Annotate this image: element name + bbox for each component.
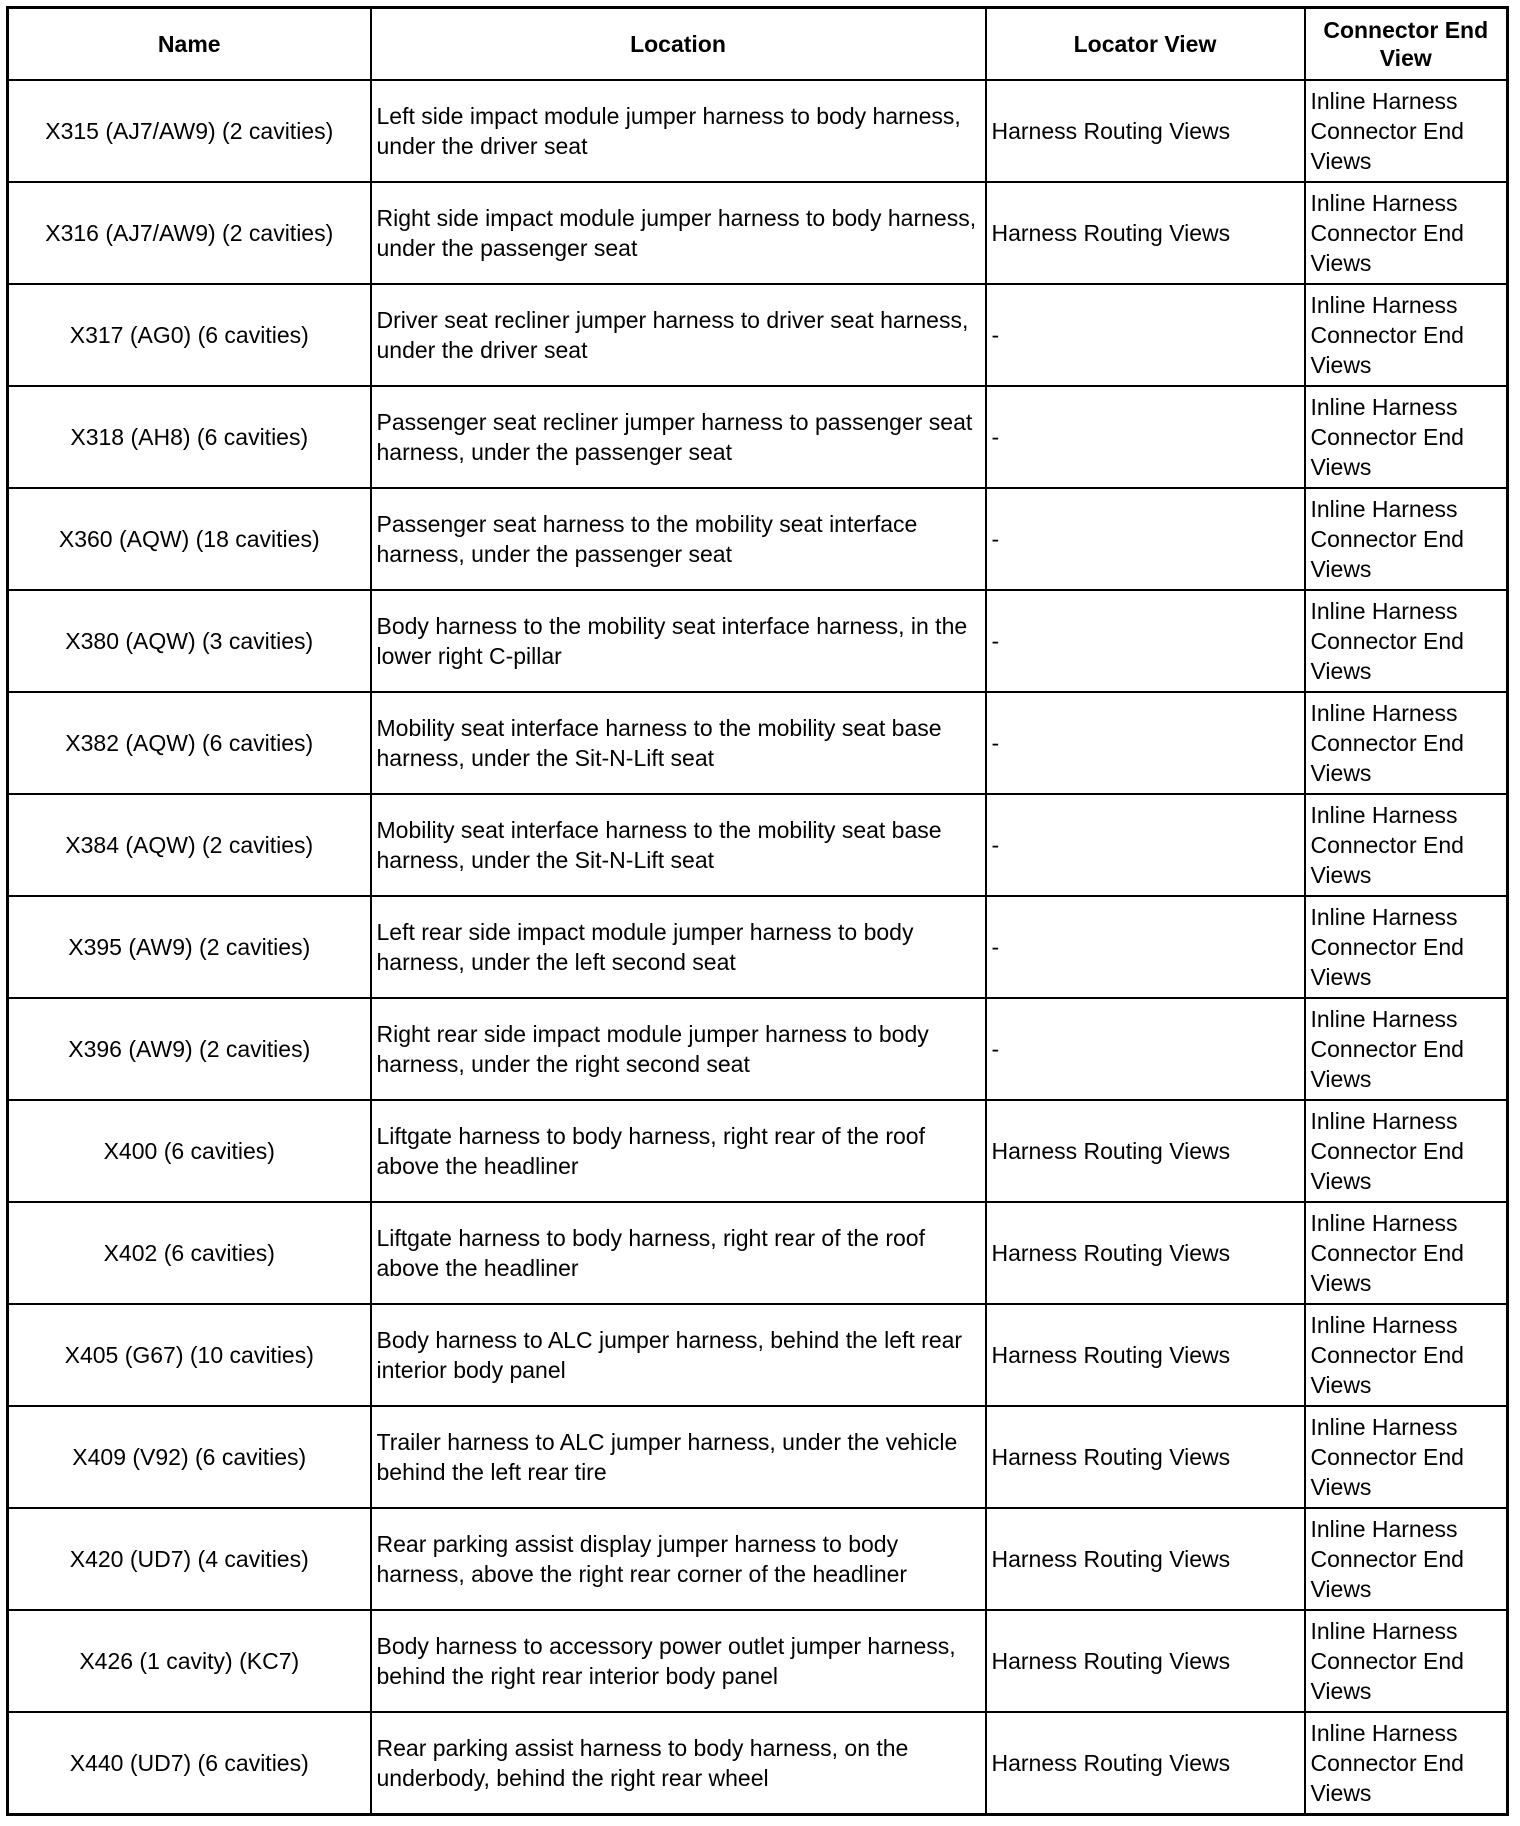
name-cell: X318 (AH8) (6 cavities) (8, 386, 371, 488)
table-row (8, 1406, 1508, 1508)
table-row (8, 386, 1508, 488)
connector-end-view-cell: Inline Harness Connector End Views (1305, 1712, 1508, 1815)
table-row (8, 182, 1508, 284)
name-cell: X384 (AQW) (2 cavities) (8, 794, 371, 896)
connector-end-view-cell: Inline Harness Connector End Views (1305, 896, 1508, 998)
location-cell: Mobility seat interface harness to the mobility seat base harness, under the Sit-N-Lift seat (371, 794, 986, 896)
locator-view-cell: Harness Routing Views (986, 1100, 1305, 1202)
table-row (8, 1508, 1508, 1610)
locator-view-cell: Harness Routing Views (986, 1406, 1305, 1508)
connector-end-view-cell: Inline Harness Connector End Views (1305, 794, 1508, 896)
location-cell: Liftgate harness to body harness, right rear of the roof above the headliner (371, 1100, 986, 1202)
table-row (8, 284, 1508, 386)
connector-end-view-cell: Inline Harness Connector End Views (1305, 386, 1508, 488)
locator-view-cell: Harness Routing Views (986, 80, 1305, 182)
name-cell: X395 (AW9) (2 cavities) (8, 896, 371, 998)
connector-end-view-cell: Inline Harness Connector End Views (1305, 488, 1508, 590)
location-cell: Rear parking assist display jumper harness to body harness, above the right rear corner of the headliner (371, 1508, 986, 1610)
table-row (8, 1304, 1508, 1406)
name-cell: X402 (6 cavities) (8, 1202, 371, 1304)
name-cell: X420 (UD7) (4 cavities) (8, 1508, 371, 1610)
location-cell: Body harness to the mobility seat interface harness, in the lower right C-pillar (371, 590, 986, 692)
table-row (8, 1100, 1508, 1202)
header-locator-view: Locator View (986, 8, 1305, 81)
table-row (8, 590, 1508, 692)
locator-view-cell: Harness Routing Views (986, 182, 1305, 284)
locator-view-cell: - (986, 386, 1305, 488)
name-cell: X396 (AW9) (2 cavities) (8, 998, 371, 1100)
table-row (8, 998, 1508, 1100)
location-cell: Right side impact module jumper harness to body harness, under the passenger seat (371, 182, 986, 284)
table-row (8, 794, 1508, 896)
locator-view-cell: Harness Routing Views (986, 1304, 1305, 1406)
name-cell: X360 (AQW) (18 cavities) (8, 488, 371, 590)
location-cell: Mobility seat interface harness to the mobility seat base harness, under the Sit-N-Lift seat (371, 692, 986, 794)
location-cell: Passenger seat recliner jumper harness to passenger seat harness, under the passenger seat (371, 386, 986, 488)
locator-view-cell: - (986, 896, 1305, 998)
header-location: Location (371, 8, 986, 81)
location-cell: Right rear side impact module jumper harness to body harness, under the right second seat (371, 998, 986, 1100)
location-cell: Passenger seat harness to the mobility seat interface harness, under the passenger seat (371, 488, 986, 590)
locator-view-cell: - (986, 692, 1305, 794)
locator-view-cell: Harness Routing Views (986, 1712, 1305, 1815)
name-cell: X409 (V92) (6 cavities) (8, 1406, 371, 1508)
table-row (8, 1202, 1508, 1304)
locator-view-cell: Harness Routing Views (986, 1202, 1305, 1304)
locator-view-cell: - (986, 488, 1305, 590)
header-row (8, 8, 1508, 81)
connector-end-view-cell: Inline Harness Connector End Views (1305, 590, 1508, 692)
name-cell: X426 (1 cavity) (KC7) (8, 1610, 371, 1712)
connector-end-view-cell: Inline Harness Connector End Views (1305, 1406, 1508, 1508)
header-connector-end-view: Connector End View (1305, 8, 1508, 81)
connector-end-view-cell: Inline Harness Connector End Views (1305, 998, 1508, 1100)
locator-view-cell: - (986, 284, 1305, 386)
name-cell: X380 (AQW) (3 cavities) (8, 590, 371, 692)
table-row (8, 896, 1508, 998)
connector-end-view-cell: Inline Harness Connector End Views (1305, 1610, 1508, 1712)
name-cell: X315 (AJ7/AW9) (2 cavities) (8, 80, 371, 182)
table-row (8, 692, 1508, 794)
locator-view-cell: - (986, 998, 1305, 1100)
location-cell: Left rear side impact module jumper harness to body harness, under the left second seat (371, 896, 986, 998)
connector-end-view-cell: Inline Harness Connector End Views (1305, 1202, 1508, 1304)
connector-end-view-cell: Inline Harness Connector End Views (1305, 1304, 1508, 1406)
location-cell: Left side impact module jumper harness to body harness, under the driver seat (371, 80, 986, 182)
table-row (8, 1712, 1508, 1815)
connector-end-view-cell: Inline Harness Connector End Views (1305, 284, 1508, 386)
table-row (8, 80, 1508, 182)
location-cell: Body harness to ALC jumper harness, behind the left rear interior body panel (371, 1304, 986, 1406)
connector-end-view-cell: Inline Harness Connector End Views (1305, 80, 1508, 182)
locator-view-cell: Harness Routing Views (986, 1610, 1305, 1712)
table-row (8, 488, 1508, 590)
location-cell: Body harness to accessory power outlet jumper harness, behind the right rear interior body panel (371, 1610, 986, 1712)
name-cell: X317 (AG0) (6 cavities) (8, 284, 371, 386)
location-cell: Rear parking assist harness to body harness, on the underbody, behind the right rear wheel (371, 1712, 986, 1815)
name-cell: X405 (G67) (10 cavities) (8, 1304, 371, 1406)
location-cell: Liftgate harness to body harness, right rear of the roof above the headliner (371, 1202, 986, 1304)
name-cell: X440 (UD7) (6 cavities) (8, 1712, 371, 1815)
locator-view-cell: Harness Routing Views (986, 1508, 1305, 1610)
name-cell: X382 (AQW) (6 cavities) (8, 692, 371, 794)
location-cell: Driver seat recliner jumper harness to driver seat harness, under the driver seat (371, 284, 986, 386)
connector-end-view-cell: Inline Harness Connector End Views (1305, 182, 1508, 284)
connector-table (6, 6, 1509, 1816)
locator-view-cell: - (986, 590, 1305, 692)
connector-end-view-cell: Inline Harness Connector End Views (1305, 692, 1508, 794)
connector-end-view-cell: Inline Harness Connector End Views (1305, 1100, 1508, 1202)
name-cell: X316 (AJ7/AW9) (2 cavities) (8, 182, 371, 284)
location-cell: Trailer harness to ALC jumper harness, under the vehicle behind the left rear tire (371, 1406, 986, 1508)
name-cell: X400 (6 cavities) (8, 1100, 371, 1202)
locator-view-cell: - (986, 794, 1305, 896)
table-row (8, 1610, 1508, 1712)
connector-end-view-cell: Inline Harness Connector End Views (1305, 1508, 1508, 1610)
header-name: Name (8, 8, 371, 81)
